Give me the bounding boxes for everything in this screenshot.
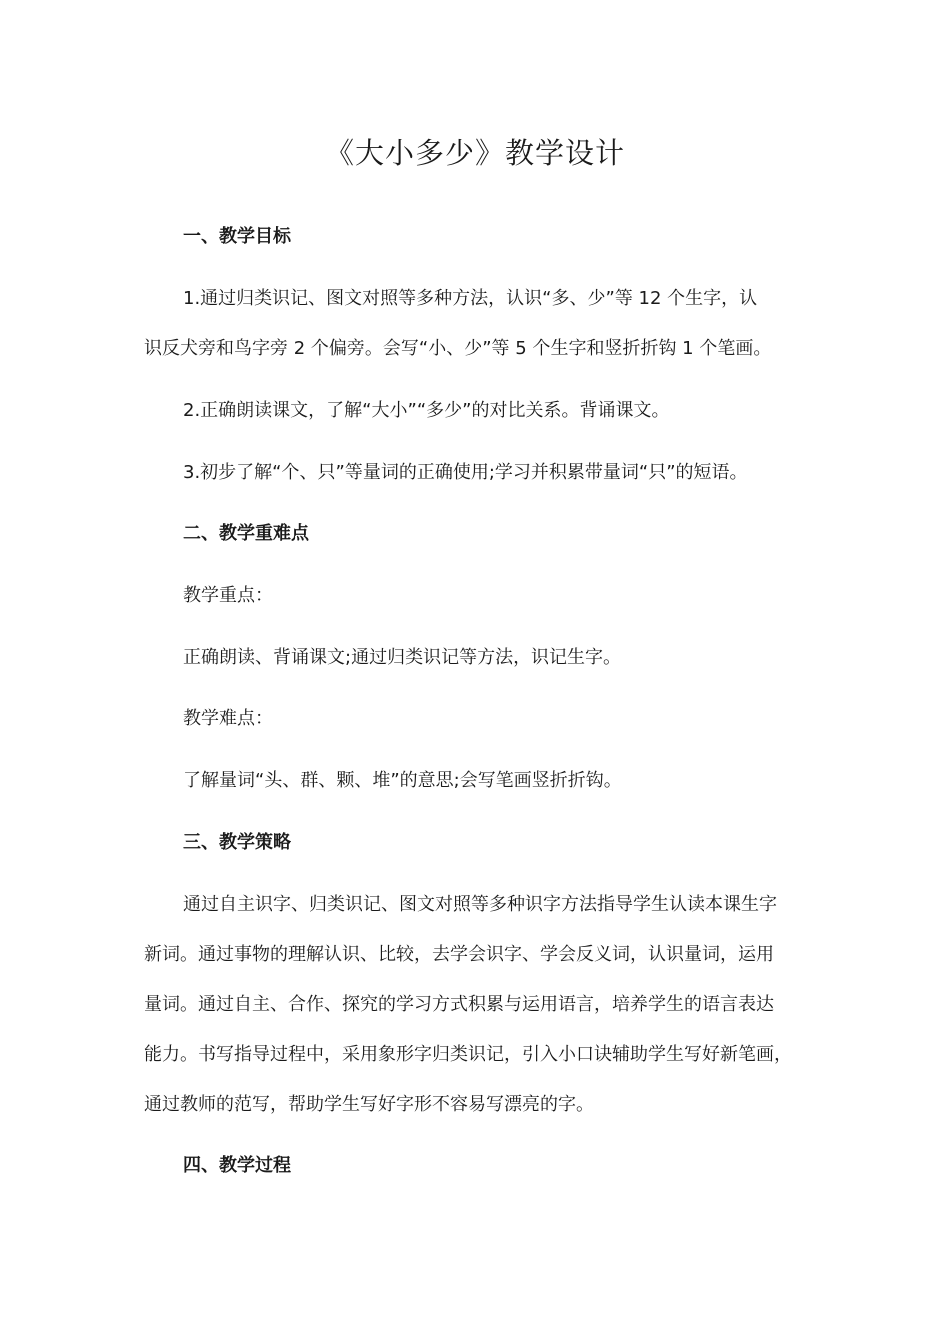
difficult-points-text: 了解量词“头、群、颗、堆”的意思;会写笔画竖折折钩。 xyxy=(183,770,622,791)
goals-line-4: 3.初步了解“个、只”等量词的正确使用;学习并积累带量词“只”的短语。 xyxy=(183,462,748,483)
strategy-line-2: 新词。通过事物的理解认识、比较，去学会识字、学会反义词，认识量词，运用 xyxy=(144,944,774,965)
key-points-text: 正确朗读、背诵课文;通过归类识记等方法，识记生字。 xyxy=(183,647,622,668)
strategy-line-3: 量词。通过自主、合作、探究的学习方式积累与运用语言，培养学生的语言表达 xyxy=(144,994,774,1015)
strategy-line-5: 通过教师的范写，帮助学生写好字形不容易写漂亮的字。 xyxy=(144,1094,594,1115)
goals-line-2: 识反犬旁和鸟字旁 2 个偏旁。会写“小、少”等 5 个生字和竖折折钩 1 个笔画。 xyxy=(144,338,772,359)
difficult-points-label: 教学难点： xyxy=(183,708,273,729)
goals-line-3: 2.正确朗读课文，了解“大小”“多少”的对比关系。背诵课文。 xyxy=(183,400,670,421)
section-heading-process: 四、教学过程 xyxy=(183,1155,291,1176)
goals-line-1: 1.通过归类识记、图文对照等多种方法，认识“多、少”等 12 个生字，认 xyxy=(183,288,758,309)
key-points-label: 教学重点： xyxy=(183,585,273,606)
section-heading-key-points: 二、教学重难点 xyxy=(183,523,309,544)
document-title: 《大小多少》教学设计 xyxy=(324,136,625,170)
section-heading-goals: 一、教学目标 xyxy=(183,226,291,247)
section-heading-strategy: 三、教学策略 xyxy=(183,832,291,853)
strategy-line-1: 通过自主识字、归类识记、图文对照等多种识字方法指导学生认读本课生字 xyxy=(183,894,777,915)
strategy-line-4: 能力。书写指导过程中，采用象形字归类识记，引入小口诀辅助学生写好新笔画， xyxy=(144,1044,792,1065)
